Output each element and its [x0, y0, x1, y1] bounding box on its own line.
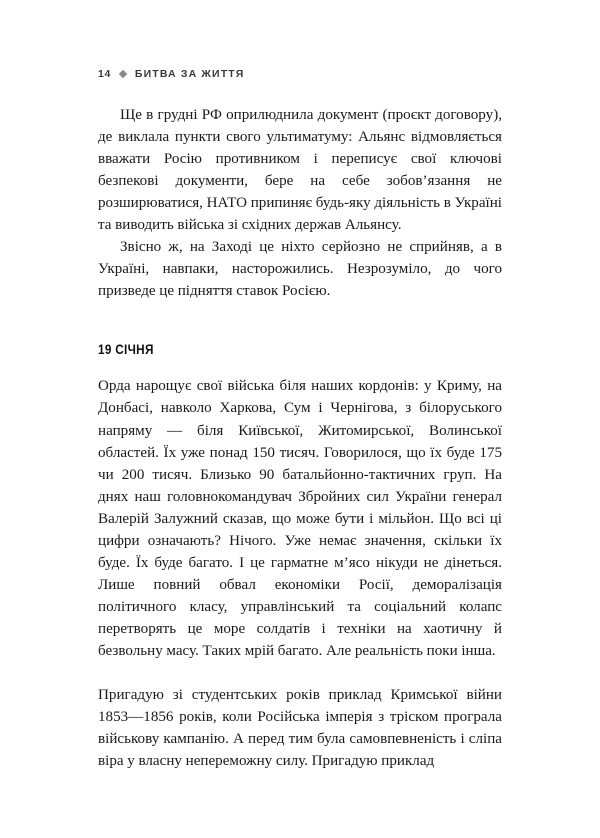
date-heading: 19 СІЧНЯ [98, 342, 154, 358]
running-header [98, 68, 244, 80]
paragraph-horde-buildup: Орда нарощує свої війська біля наших кордонів: у Криму, на Донбасі, навколо Харкова, Сум і Чернігова, з білоруського напряму — біля Київської, Житомирської, Волинської областей. Їх уже понад 150 тисяч. Говорилося, що їх буде 175 чи 200 тисяч. Близько 90 батальйонно-тактичних груп. На днях наш головнокомандувач Збройних сил України генерал Валерій Залужний сказав, що може бути і мільйон. Що всі ці цифри означають? Нічого. Уже немає значення, скільки їх буде. Їх буде багато. І це гарматне м’ясо нікуди не дінеться. Лише повний обвал економіки Росії, деморалізація політичного класу, управлінський та соціальний колапс перетворять це море солдатів і техніки на хаотичну й безвольну масу. Таких мрій багато. Але реальність поки інша. [98, 378, 502, 659]
diamond-icon [119, 69, 127, 77]
paragraph-west-reaction: Звісно ж, на Заході це ніхто серйозно не сприйняв, а в Україні, навпаки, насторожились. Незрозуміло, до чого призведе це підняття ставок Росією. [98, 239, 502, 300]
paragraph-crimean-war: Пригадую зі студентських років приклад Кримської війни 1853—1856 років, коли Російська імперія з тріском програла військову кампанію. А перед тим була самовпевненість і сліпа віра у власну непереможну силу. Пригадую приклад [98, 687, 502, 770]
text-column [98, 104, 502, 772]
paragraph-ultimatum: Ще в грудні РФ оприлюднила документ (проєкт договору), де виклала пункти свого ультиматуму: Альянс відмовляється вважати Росію противником і переписує свої ключові безпекові документи, бере на себе зобов’язання не розширюватися, НАТО припиняє будь-яку діяльність в Україні та виводить війська зі східних держав Альянсу. [98, 107, 502, 234]
book-title-header: БИТВА ЗА ЖИТТЯ [134, 68, 245, 80]
date-heading-block [98, 342, 502, 357]
page-number: 14 [98, 68, 111, 80]
